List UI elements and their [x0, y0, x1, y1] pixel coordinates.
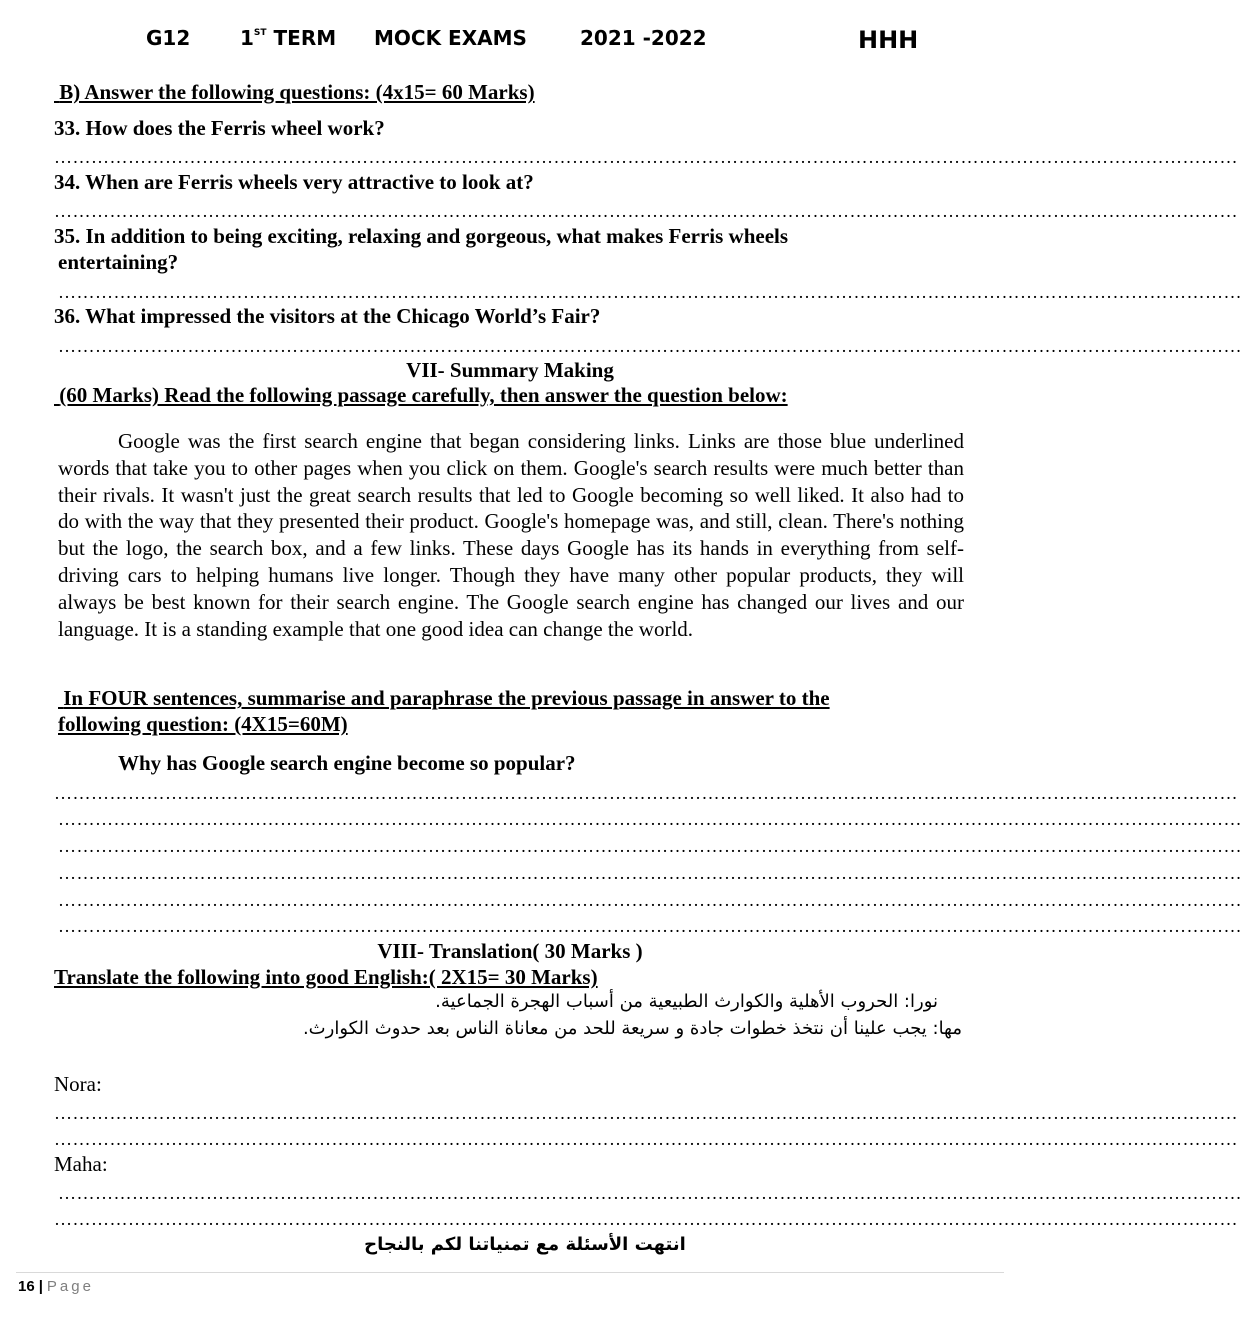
- footer-divider: [16, 1272, 1004, 1273]
- question-34: 34. When are Ferris wheels very attractive to look at?: [54, 170, 534, 194]
- maha-answer-line-1[interactable]: …………………………………………………………………………………………………………………………………………………………………………: [58, 1183, 1242, 1203]
- summary-instruction-text: (60 Marks) Read the following passage carefully, then answer the question below:: [59, 383, 788, 407]
- summary-instruction: [54, 382, 788, 408]
- summary-answer-line-2[interactable]: …………………………………………………………………………………………………………………………………………………………………………: [58, 809, 1242, 829]
- header-grade: G12: [146, 26, 191, 50]
- footer-separator: |: [38, 1278, 43, 1295]
- nora-answer-line-2[interactable]: …………………………………………………………………………………………………………………………………………………………………………: [54, 1129, 1238, 1149]
- page-word: Page: [46, 1278, 94, 1295]
- summary-passage: Google was the first search engine that began considering links. Links are those blue underlined words that take you to other pages when you click on them. Google's search results were much better than their rivals. It wasn't just the great search results that led to Google becoming so well liked. It also had to do with the way that they presented their product. Google's homepage was, and still, clean. There's nothing but the logo, the search box, and a few links. These days Google has its hands in everything from self-driving cars to helping humans live longer. Though they have many other popular products, they will always be best known for their search engine. The Google search engine has changed our lives and our language. It is a standing example that one good idea can change the world.: [58, 429, 964, 641]
- question-33: 33. How does the Ferris wheel work?: [54, 116, 385, 140]
- answer-line-36[interactable]: …………………………………………………………………………………………………………………………………………………………………………: [58, 336, 1242, 356]
- translation-section-title: VIII- Translation( 30 Marks ): [377, 939, 643, 963]
- closing-arabic-message: انتهت الأسئلة مع تمنياتنا لكم بالنجاح: [364, 1234, 686, 1255]
- summary-question: Why has Google search engine become so popular?: [118, 751, 576, 775]
- section-b-heading: [54, 79, 535, 105]
- summary-answer-line-3[interactable]: …………………………………………………………………………………………………………………………………………………………………………: [58, 836, 1242, 856]
- page-footer: [18, 1277, 94, 1297]
- header-code: HHH: [858, 26, 919, 54]
- summary-task-line-2: following question: (4X15=60M): [58, 712, 348, 736]
- nora-arabic-sentence: نورا: الحروب الأهلية والكوارث الطبيعية من أسباب الهجرة الجماعية.: [435, 991, 938, 1012]
- maha-arabic-sentence: مها: يجب علينا أن نتخذ خطوات جادة و سريعة للحد من معاناة الناس بعد حدوث الكوارث.: [302, 1018, 962, 1039]
- header-year: 2021 -2022: [580, 26, 707, 50]
- summary-answer-line-1[interactable]: …………………………………………………………………………………………………………………………………………………………………………: [54, 783, 1238, 803]
- section-b-heading-text: B) Answer the following questions: (4x15= 60 Marks): [59, 80, 535, 104]
- answer-line-34[interactable]: …………………………………………………………………………………………………………………………………………………………………………: [54, 201, 1238, 221]
- answer-line-35[interactable]: …………………………………………………………………………………………………………………………………………………………………………: [58, 282, 1242, 302]
- summary-task-line-1: [58, 685, 830, 711]
- header-exam-title: MOCK EXAMS: [374, 26, 527, 50]
- summary-answer-line-5[interactable]: …………………………………………………………………………………………………………………………………………………………………………: [58, 890, 1242, 910]
- header-term-superscript: ST: [253, 28, 267, 38]
- translation-instruction: Translate the following into good English:( 2X15= 30 Marks): [54, 965, 598, 989]
- summary-task-line-1-text: In FOUR sentences, summarise and paraphrase the previous passage in answer to the: [63, 686, 830, 710]
- header-term-word: TERM: [273, 26, 337, 50]
- header-term: [240, 26, 336, 50]
- summary-answer-line-6[interactable]: …………………………………………………………………………………………………………………………………………………………………………: [58, 916, 1242, 936]
- answer-line-33[interactable]: …………………………………………………………………………………………………………………………………………………………………………: [54, 147, 1238, 167]
- maha-label: Maha:: [54, 1152, 108, 1176]
- header-term-number: 1: [240, 26, 254, 50]
- maha-answer-line-2[interactable]: …………………………………………………………………………………………………………………………………………………………………………: [54, 1209, 1238, 1229]
- summary-answer-line-4[interactable]: …………………………………………………………………………………………………………………………………………………………………………: [58, 863, 1242, 883]
- summary-section-title: VII- Summary Making: [406, 358, 614, 382]
- nora-answer-line-1[interactable]: …………………………………………………………………………………………………………………………………………………………………………: [54, 1103, 1238, 1123]
- exam-header: [0, 26, 1020, 56]
- question-35-line-2: entertaining?: [58, 250, 179, 274]
- nora-label: Nora:: [54, 1072, 102, 1096]
- question-35-line-1: 35. In addition to being exciting, relaxing and gorgeous, what makes Ferris wheels: [54, 224, 789, 248]
- page-number: 16: [18, 1278, 35, 1295]
- question-36: 36. What impressed the visitors at the Chicago World’s Fair?: [54, 304, 601, 328]
